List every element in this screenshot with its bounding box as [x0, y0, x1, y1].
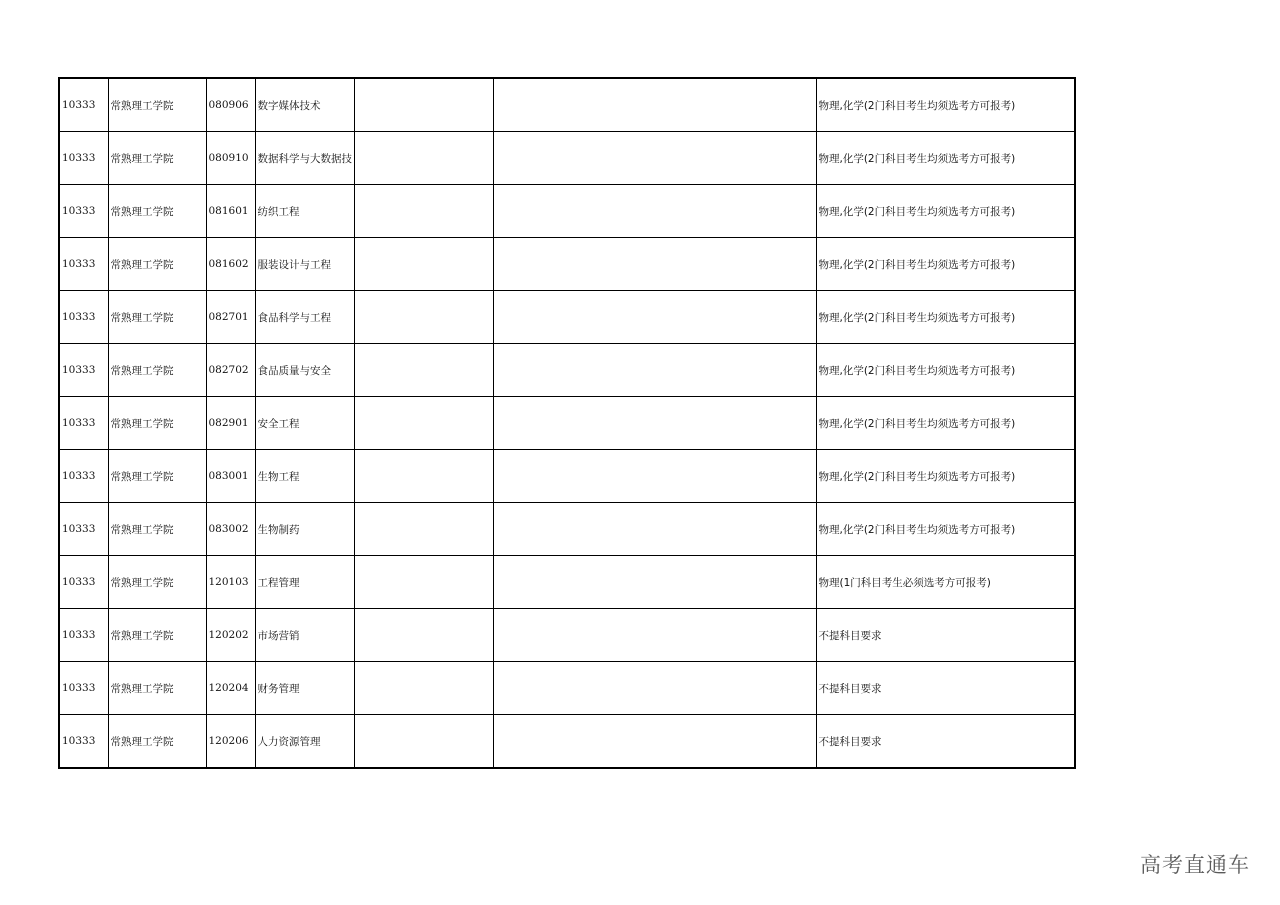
- school-code-cell: 10333: [59, 715, 108, 769]
- major-name-cell: 工程管理: [255, 556, 354, 609]
- blank-cell: [354, 609, 493, 662]
- school-code-cell: 10333: [59, 556, 108, 609]
- major-name-cell: 食品科学与工程: [255, 291, 354, 344]
- school-name-cell: 常熟理工学院: [108, 78, 206, 132]
- blank-cell: [354, 715, 493, 769]
- major-code-cell: 082701: [206, 291, 255, 344]
- school-name-cell: 常熟理工学院: [108, 662, 206, 715]
- major-code-cell: 082901: [206, 397, 255, 450]
- subject-requirement-cell: 物理,化学(2门科目考生均须选考方可报考): [816, 78, 1075, 132]
- school-code-cell: 10333: [59, 132, 108, 185]
- blank-cell: [493, 344, 816, 397]
- blank-cell: [354, 397, 493, 450]
- blank-cell: [493, 132, 816, 185]
- subject-requirement-cell: 不提科目要求: [816, 609, 1075, 662]
- school-name-cell: 常熟理工学院: [108, 238, 206, 291]
- subject-requirement-cell: 物理,化学(2门科目考生均须选考方可报考): [816, 503, 1075, 556]
- blank-cell: [493, 397, 816, 450]
- school-code-cell: 10333: [59, 344, 108, 397]
- school-code-cell: 10333: [59, 503, 108, 556]
- major-code-cell: 081601: [206, 185, 255, 238]
- major-name-cell: 数据科学与大数据技: [255, 132, 354, 185]
- major-name-cell: 服装设计与工程: [255, 238, 354, 291]
- major-name-cell: 纺织工程: [255, 185, 354, 238]
- blank-cell: [493, 78, 816, 132]
- blank-cell: [493, 291, 816, 344]
- blank-cell: [354, 503, 493, 556]
- subject-requirement-cell: 物理,化学(2门科目考生均须选考方可报考): [816, 185, 1075, 238]
- subject-requirement-cell: 物理,化学(2门科目考生均须选考方可报考): [816, 132, 1075, 185]
- blank-cell: [354, 556, 493, 609]
- watermark-text: 高考直通车: [1140, 853, 1250, 877]
- table-row: [59, 344, 1075, 397]
- major-name-cell: 生物工程: [255, 450, 354, 503]
- major-code-cell: 081602: [206, 238, 255, 291]
- blank-cell: [354, 291, 493, 344]
- table-row: [59, 132, 1075, 185]
- major-code-cell: 082702: [206, 344, 255, 397]
- blank-cell: [493, 238, 816, 291]
- school-name-cell: 常熟理工学院: [108, 556, 206, 609]
- major-name-cell: 人力资源管理: [255, 715, 354, 769]
- school-name-cell: 常熟理工学院: [108, 185, 206, 238]
- school-name-cell: 常熟理工学院: [108, 397, 206, 450]
- school-code-cell: 10333: [59, 291, 108, 344]
- school-name-cell: 常熟理工学院: [108, 132, 206, 185]
- table-body: [59, 78, 1075, 768]
- major-name-cell: 安全工程: [255, 397, 354, 450]
- table-row: [59, 78, 1075, 132]
- blank-cell: [354, 185, 493, 238]
- blank-cell: [493, 503, 816, 556]
- blank-cell: [354, 344, 493, 397]
- table-row: [59, 609, 1075, 662]
- major-code-cell: 120204: [206, 662, 255, 715]
- subject-requirement-cell: 物理,化学(2门科目考生均须选考方可报考): [816, 344, 1075, 397]
- subject-requirement-cell: 不提科目要求: [816, 662, 1075, 715]
- major-code-cell: 083001: [206, 450, 255, 503]
- major-code-cell: 120103: [206, 556, 255, 609]
- blank-cell: [493, 556, 816, 609]
- table-row: [59, 715, 1075, 769]
- school-name-cell: 常熟理工学院: [108, 609, 206, 662]
- school-code-cell: 10333: [59, 238, 108, 291]
- school-code-cell: 10333: [59, 78, 108, 132]
- table-row: [59, 450, 1075, 503]
- blank-cell: [354, 450, 493, 503]
- blank-cell: [354, 238, 493, 291]
- blank-cell: [354, 662, 493, 715]
- table-row: [59, 185, 1075, 238]
- subject-requirement-cell: 物理,化学(2门科目考生均须选考方可报考): [816, 397, 1075, 450]
- major-code-cell: 080906: [206, 78, 255, 132]
- school-name-cell: 常熟理工学院: [108, 450, 206, 503]
- major-code-cell: 083002: [206, 503, 255, 556]
- blank-cell: [493, 450, 816, 503]
- school-name-cell: 常熟理工学院: [108, 344, 206, 397]
- school-code-cell: 10333: [59, 662, 108, 715]
- major-name-cell: 食品质量与安全: [255, 344, 354, 397]
- subject-requirement-cell: 物理,化学(2门科目考生均须选考方可报考): [816, 238, 1075, 291]
- admission-table: [58, 77, 1076, 769]
- major-name-cell: 市场营销: [255, 609, 354, 662]
- subject-requirement-cell: 物理(1门科目考生必须选考方可报考): [816, 556, 1075, 609]
- school-code-cell: 10333: [59, 185, 108, 238]
- school-code-cell: 10333: [59, 450, 108, 503]
- major-code-cell: 120202: [206, 609, 255, 662]
- school-name-cell: 常熟理工学院: [108, 503, 206, 556]
- table-row: [59, 662, 1075, 715]
- blank-cell: [354, 132, 493, 185]
- table-row: [59, 238, 1075, 291]
- table-row: [59, 556, 1075, 609]
- school-code-cell: 10333: [59, 397, 108, 450]
- blank-cell: [354, 78, 493, 132]
- table-row: [59, 503, 1075, 556]
- blank-cell: [493, 715, 816, 769]
- major-code-cell: 080910: [206, 132, 255, 185]
- school-name-cell: 常熟理工学院: [108, 291, 206, 344]
- subject-requirement-cell: 物理,化学(2门科目考生均须选考方可报考): [816, 291, 1075, 344]
- major-name-cell: 财务管理: [255, 662, 354, 715]
- blank-cell: [493, 185, 816, 238]
- school-code-cell: 10333: [59, 609, 108, 662]
- table-row: [59, 291, 1075, 344]
- major-name-cell: 生物制药: [255, 503, 354, 556]
- subject-requirement-cell: 不提科目要求: [816, 715, 1075, 769]
- blank-cell: [493, 662, 816, 715]
- blank-cell: [493, 609, 816, 662]
- subject-requirement-cell: 物理,化学(2门科目考生均须选考方可报考): [816, 450, 1075, 503]
- school-name-cell: 常熟理工学院: [108, 715, 206, 769]
- major-name-cell: 数字媒体技术: [255, 78, 354, 132]
- table-row: [59, 397, 1075, 450]
- major-code-cell: 120206: [206, 715, 255, 769]
